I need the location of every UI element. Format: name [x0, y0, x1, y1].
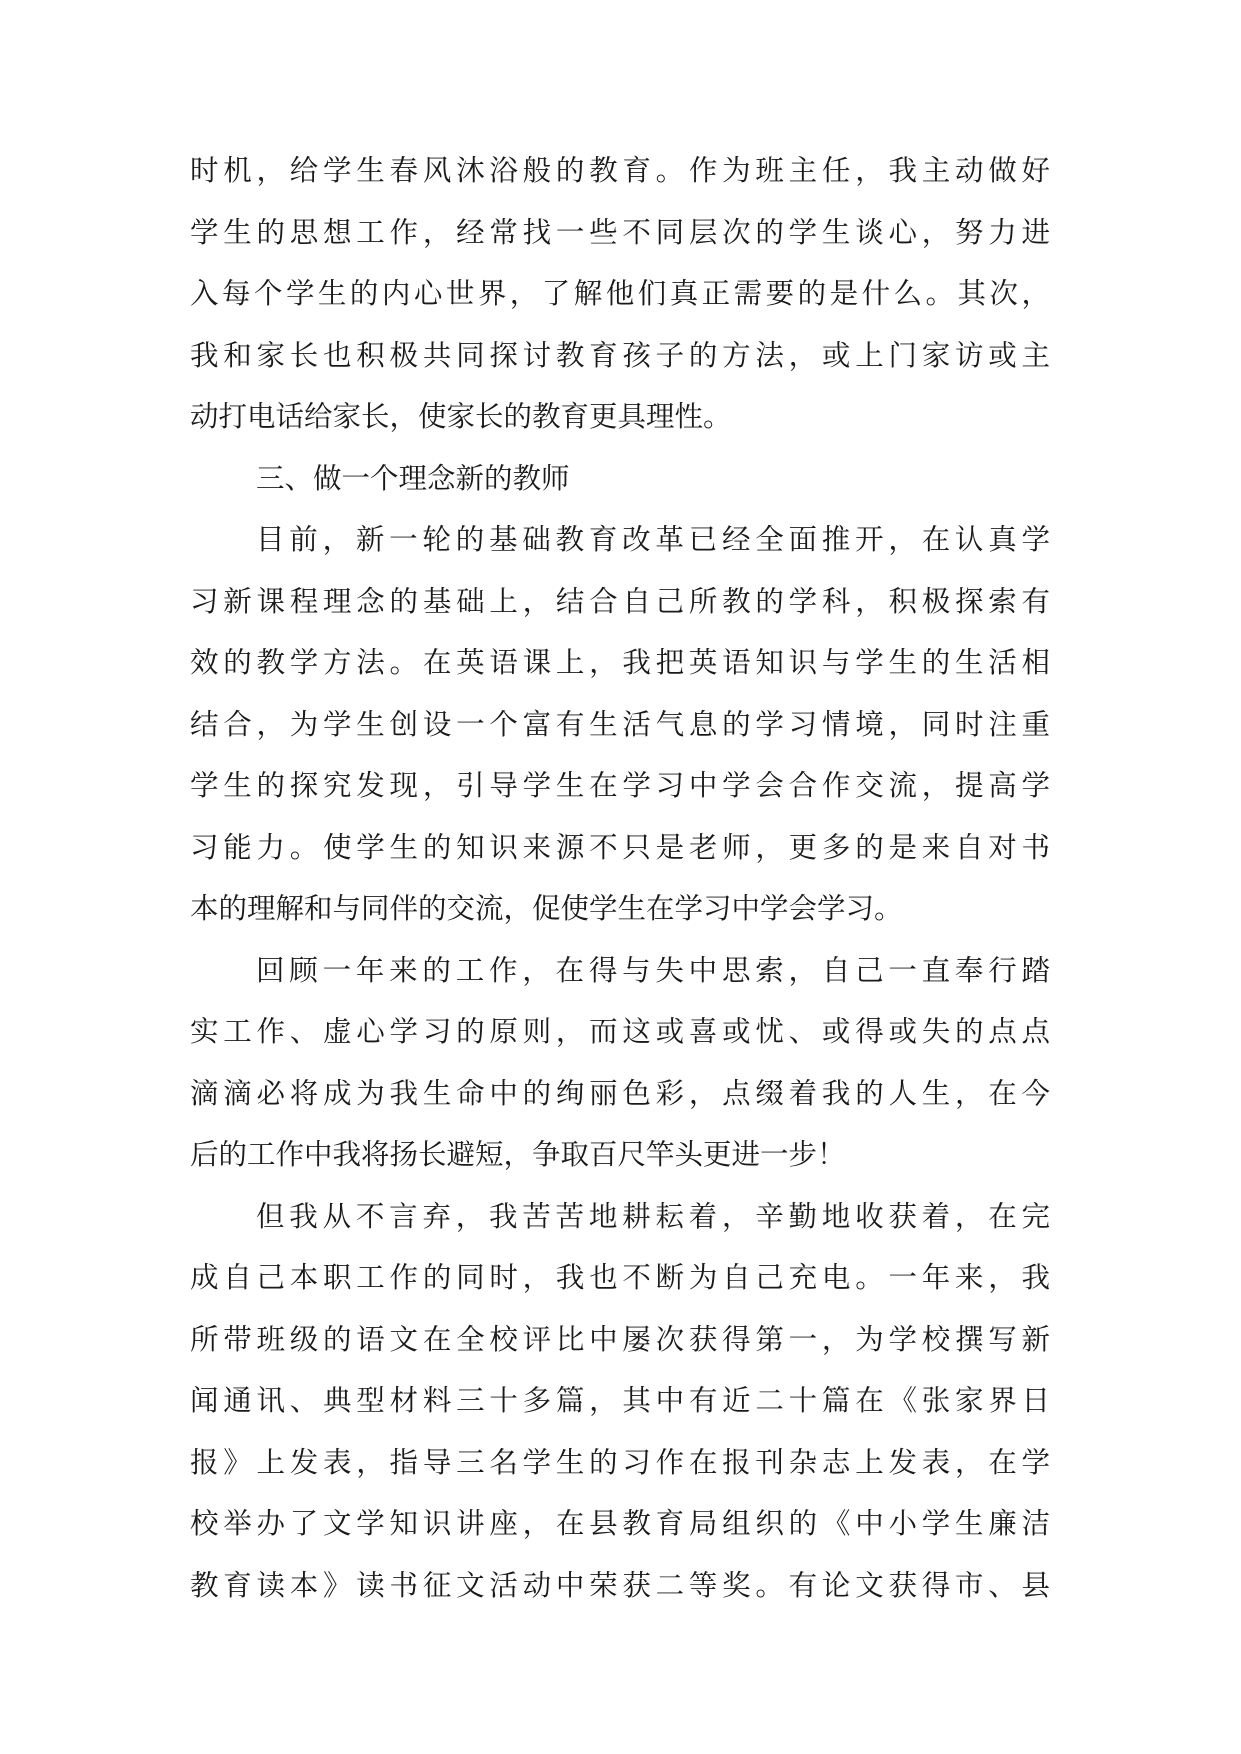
text-line: 校举办了文学知识讲座，在县教育局组织的《中小学生廉洁: [190, 1507, 1050, 1540]
text-line: 我和家长也积极共同探讨教育孩子的方法，或上门家访或主: [190, 338, 1050, 372]
text-line: 入每个学生的内心世界，了解他们真正需要的是什么。其次，: [190, 277, 1050, 310]
text-line: 结合，为学生创设一个富有生活气息的学习情境，同时注重: [190, 707, 1050, 741]
text-line: 闻通讯、典型材料三十多篇，其中有近二十篇在《张家界日: [190, 1384, 1050, 1417]
text-line: 教育读本》读书征文活动中荣获二等奖。有论文获得市、县: [190, 1568, 1050, 1602]
text-line: 但我从不言弃，我苦苦地耕耘着，辛勤地收获着，在完: [256, 1199, 1050, 1233]
text-line: 学生的思想工作，经常找一些不同层次的学生谈心，努力进: [190, 215, 1050, 249]
text-line: 后的工作中我将扬长避短，争取百尺竿头更进一步！: [190, 1138, 846, 1171]
text-line: 本的理解和与同伴的交流，促使学生在学习中学会学习。: [190, 892, 903, 925]
text-line: 报》上发表，指导三名学生的习作在报刊杂志上发表，在学: [190, 1445, 1050, 1479]
section-heading: 三、做一个理念新的教师: [256, 461, 570, 495]
text-line: 目前，新一轮的基础教育改革已经全面推开，在认真学: [256, 523, 1050, 556]
text-line: 回顾一年来的工作，在得与失中思索，自己一直奉行踏: [256, 953, 1050, 987]
text-line: 时机，给学生春风沐浴般的教育。作为班主任，我主动做好: [190, 154, 1050, 187]
text-line: 所带班级的语文在全校评比中屡次获得第一，为学校撰写新: [190, 1322, 1050, 1356]
text-line: 实工作、虚心学习的原则，而这或喜或忧、或得或失的点点: [190, 1015, 1050, 1048]
document-page: [190, 140, 1050, 1616]
text-line: 学生的探究发现，引导学生在学习中学会合作交流，提高学: [190, 769, 1050, 802]
text-line: 习新课程理念的基础上，结合自己所教的学科，积极探索有: [190, 584, 1050, 618]
text-line: 滴滴必将成为我生命中的绚丽色彩，点缀着我的人生，在今: [190, 1076, 1050, 1110]
text-line: 成自己本职工作的同时，我也不断为自己充电。一年来，我: [190, 1261, 1050, 1294]
text-line: 习能力。使学生的知识来源不只是老师，更多的是来自对书: [190, 830, 1050, 864]
text-line: 动打电话给家长，使家长的教育更具理性。: [190, 400, 732, 433]
text-line: 效的教学方法。在英语课上，我把英语知识与学生的生活相: [190, 646, 1050, 679]
